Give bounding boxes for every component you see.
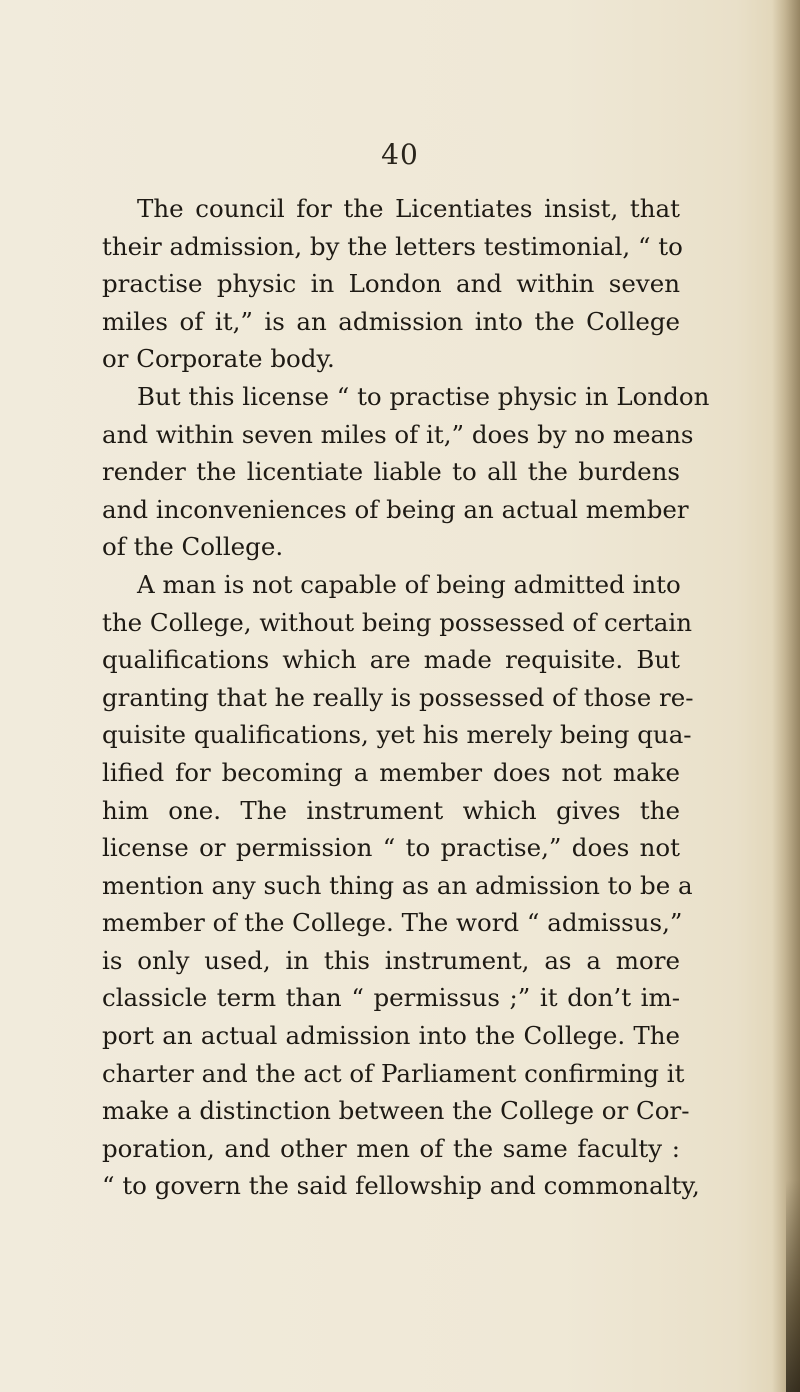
text-line: poration, and other men of the same faculty : [102,1133,680,1163]
text-line: is only used, in this instrument, as a more [102,945,680,975]
text-line: port an actual admission into the College. The [102,1021,680,1051]
text-line: license or permission “ to practise,” does not [102,833,680,863]
text-line: quisite qualifications, yet his merely being qua- [102,720,692,750]
text-line: qualifications which are made requisite. But [102,645,680,675]
text-line: But this license “ to practise physic in London [137,381,710,411]
text-line: A man is not capable of being admitted into [137,569,681,599]
body-text [102,190,710,1205]
text-line: granting that he really is possessed of those re- [102,682,694,712]
page-number: 40 [381,138,419,171]
text-line: and within seven miles of it,” does by no means [102,419,694,449]
text-line: The council for the Licentiates insist, that [137,194,680,223]
text-line: make a distinction between the College or Cor- [102,1096,690,1126]
text-line: mention any such thing as an admission to be a [102,870,693,900]
text-line: miles of it,” is an admission into the College [102,306,680,336]
text-line: lified for becoming a member does not make [102,757,680,787]
text-line: classicle term than “ permissus ;” it don’t im- [102,983,680,1013]
text-line: him one. The instrument which gives the [102,795,680,825]
text-line: practise physic in London and within seven [102,269,680,299]
text-line: charter and the act of Parliament confirming it [102,1058,685,1088]
text-line: the College, without being possessed of certain [102,607,692,637]
text-line: their admission, by the letters testimonial, “ to [102,231,683,261]
text-line: member of the College. The word “ admissus,” [102,908,683,938]
text-line: render the licentiate liable to all the burdens [102,457,680,487]
text-line: or Corporate body. [102,344,335,374]
page-corner-shadow [786,1180,800,1392]
text-line: “ to govern the said fellowship and commonalty, [102,1171,700,1201]
text-line: of the College. [102,532,284,562]
text-line: and inconveniences of being an actual member [102,494,689,524]
